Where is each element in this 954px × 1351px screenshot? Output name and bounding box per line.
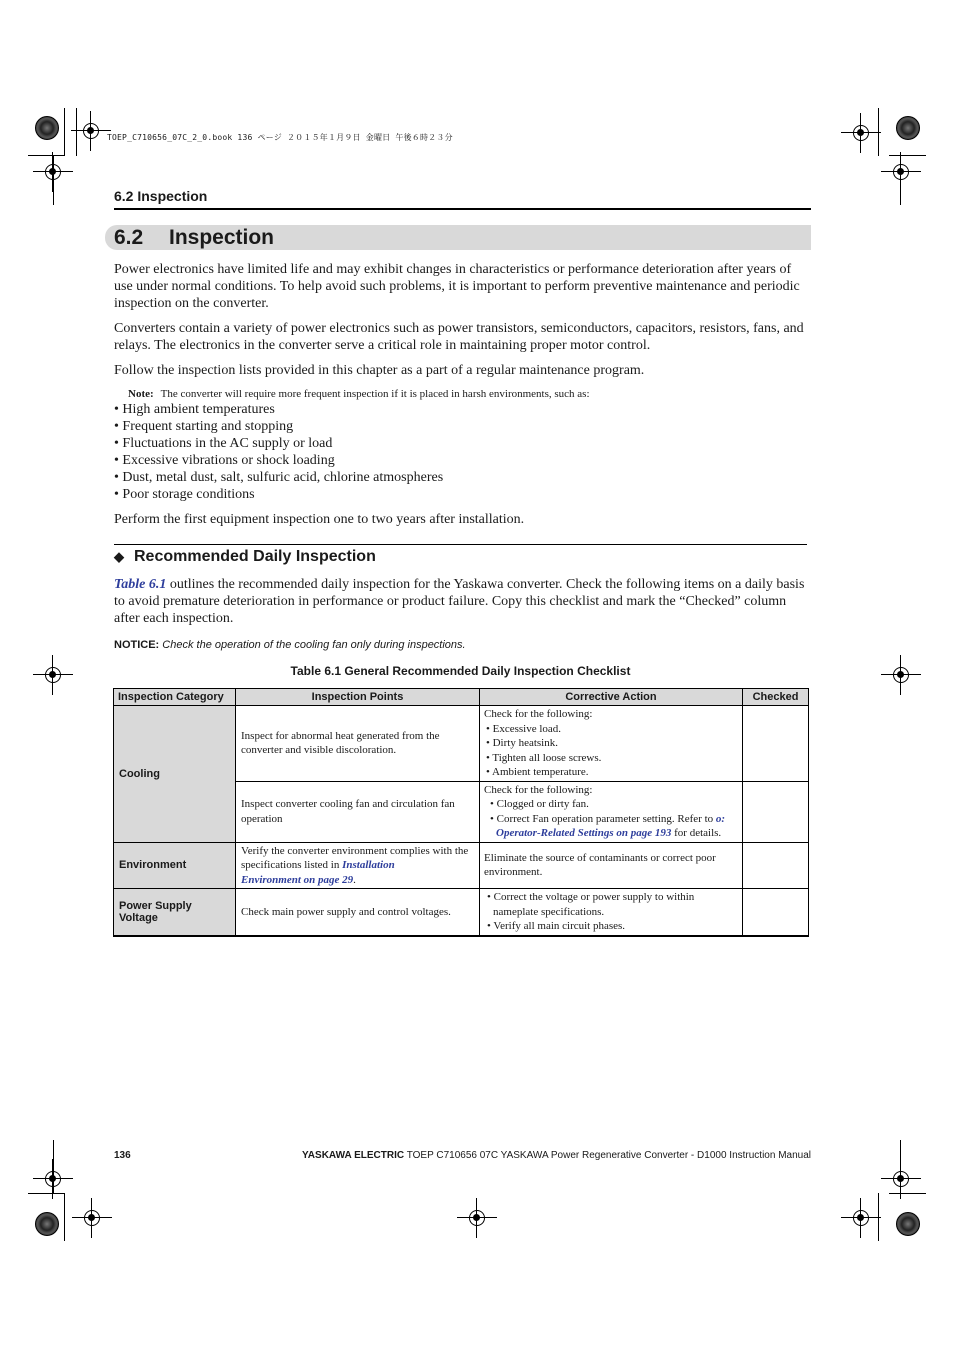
registration-disc-top-left [35,116,59,140]
action-list [484,797,738,841]
crop-line [64,108,65,156]
section-rule [114,544,807,545]
category-cell: Power Supply Voltage [114,889,236,936]
crosshair-mark-bottom-right-upper [889,1167,913,1191]
crop-line [889,155,926,156]
column-header: Inspection Points [236,689,480,706]
action-lead: Check for the following: [484,783,593,796]
action-list [481,890,738,934]
crosshair-mark-bottom-center [465,1206,489,1230]
list-item: • Clogged or dirty fan. [490,798,589,810]
paragraph-table-intro [114,576,811,627]
crop-line [878,108,879,156]
paragraph-follow: Follow the inspection lists provided in this chapter as a part of a regular maintenance program. [114,363,645,378]
footer-brand: YASKAWA ELECTRIC [302,1150,405,1161]
paragraph-electronics: Converters contain a variety of power electronics such as power transistors, semiconductors, capacitors, resistors, fans, and relays. The electronics in the converter serve a critical role in maintaining proper motor control. [114,321,804,353]
column-header: Corrective Action [480,689,743,706]
crosshair-mark-mid-left [41,663,65,687]
crosshair-mark-top-right [849,121,873,145]
table-row [114,706,809,782]
diamond-bullet-icon: ◆ [114,549,124,564]
inspection-point-cell: Check main power supply and control voltages. [236,889,480,936]
installation-environment-link[interactable]: Installation [342,859,395,871]
action-text-cont: nameplate specifications. [493,905,605,918]
crop-line [878,1193,879,1241]
list-item [484,812,738,841]
list-item: • Dust, metal dust, salt, sulfuric acid, chlorine atmospheres [114,470,444,485]
paragraph-intro: Power electronics have limited life and may exhibit changes in characteristics or performance deterioration after years of use under normal conditions. To help avoid such problems, it is important to perform preventive maintenance and periodic inspection on the converter. [114,262,800,311]
list-item [481,890,738,919]
notice-label: NOTICE: [114,639,160,651]
crosshair-mark-mid-right [889,663,913,687]
corrective-action-cell: Eliminate the source of contaminants or correct poor environment. [480,842,743,889]
footer-manual-title: TOEP C710656 07C YASKAWA Power Regenerative Converter - D1000 Instruction Manual [404,1150,811,1161]
operator-settings-link[interactable]: o: [715,812,726,825]
list-item: • Tighten all loose screws. [486,751,602,764]
registration-disc-top-right [896,116,920,140]
crosshair-mark-bottom-left [80,1206,104,1230]
crosshair-mark-bottom-right [849,1206,873,1230]
section-number: 6.2 [114,226,144,249]
operator-settings-link-cont[interactable]: Operator-Related Settings on page 193 [496,827,672,839]
corrective-action-cell [480,781,743,842]
action-lead: Check for the following: [484,708,593,720]
corrective-action-cell [480,889,743,936]
point-text: Verify the converter environment complies with the specifications listed in [241,844,469,871]
list-item: • Verify all main circuit phases. [487,920,626,932]
note [128,387,590,401]
crop-line [28,1193,65,1194]
checked-cell[interactable] [743,842,809,889]
checked-cell[interactable] [743,889,809,936]
action-text-post: for details. [671,827,722,839]
corrective-action-cell [480,706,743,782]
note-label: Note: [128,388,154,400]
inspection-point-cell [236,842,480,889]
category-cell: Cooling [114,706,236,843]
column-header: Inspection Category [114,689,236,706]
inspection-point-cell: Inspect for abnormal heat generated from the converter and visible discoloration. [236,706,480,782]
column-header: Checked [743,689,809,706]
action-list [484,722,738,780]
harsh-environment-list [114,401,443,503]
list-item: • Excessive load. [486,722,562,735]
list-item: • Poor storage conditions [114,487,255,502]
paragraph-first-inspection: Perform the first equipment inspection one to two years after installation. [114,512,525,527]
list-item: • Ambient temperature. [486,766,589,778]
list-item: • High ambient temperatures [114,402,275,417]
inspection-point-cell: Inspect converter cooling fan and circulation fan operation [236,781,480,842]
crop-line [889,1193,926,1194]
running-head: 6.2 Inspection [114,188,208,204]
list-item: • Dirty heatsink. [486,737,558,749]
page-title [114,225,274,250]
installation-environment-link-cont[interactable]: Environment on page 29 [241,873,354,886]
category-cell: Environment [114,842,236,889]
crop-line [53,155,54,205]
table-caption: Table 6.1 General Recommended Daily Inspection Checklist [290,664,631,678]
crop-line [64,1193,65,1241]
crosshair-mark-top-left [79,119,103,143]
crop-line [28,155,64,156]
running-head-rule [114,208,811,210]
note-text: The converter will require more frequent inspection if it is placed in harsh environments, such as: [160,388,590,400]
action-text: • Correct the voltage or power supply to within [487,891,695,903]
file-stamp: TOEP_C710656_07C_2_0.book 136 ページ ２０１５年１月９日 金曜日 午後６時２３分 [107,133,453,142]
footer-title [302,1150,811,1161]
subsection-title: Recommended Daily Inspection [134,548,376,565]
list-item: • Fluctuations in the AC supply or load [114,436,333,451]
notice-text: Check the operation of the cooling fan only during inspections. [162,639,466,651]
crop-line [900,155,901,205]
table-header-row [114,689,809,706]
list-item: • Frequent starting and stopping [114,419,294,434]
table-row [114,842,809,889]
table-intro-text: outlines the recommended daily inspection for the Yaskawa converter. Check the following items on a daily basis to avoid premature deterioration in performance or product failure. Copy this checklist and mark the “Checked” column after each inspection. [114,577,805,626]
crop-line [900,1140,901,1193]
table-row [114,889,809,936]
crop-line [53,1140,54,1193]
notice [114,639,466,651]
registration-disc-bottom-right [896,1212,920,1236]
point-text-post: . [353,873,356,886]
subsection-heading [114,547,376,567]
crosshair-mark-top-right-lower [889,160,913,184]
table-reference-link[interactable]: Table 6.1 [114,577,167,592]
action-text: • Correct Fan operation parameter setting. Refer to [490,812,716,825]
checked-cell[interactable] [743,706,809,782]
page-number: 136 [114,1150,131,1161]
section-title: Inspection [169,226,275,249]
registration-disc-bottom-left [35,1212,59,1236]
list-item: • Excessive vibrations or shock loading [114,453,335,468]
crop-line [76,108,77,156]
checked-cell[interactable] [743,781,809,842]
inspection-checklist-table [113,688,809,937]
